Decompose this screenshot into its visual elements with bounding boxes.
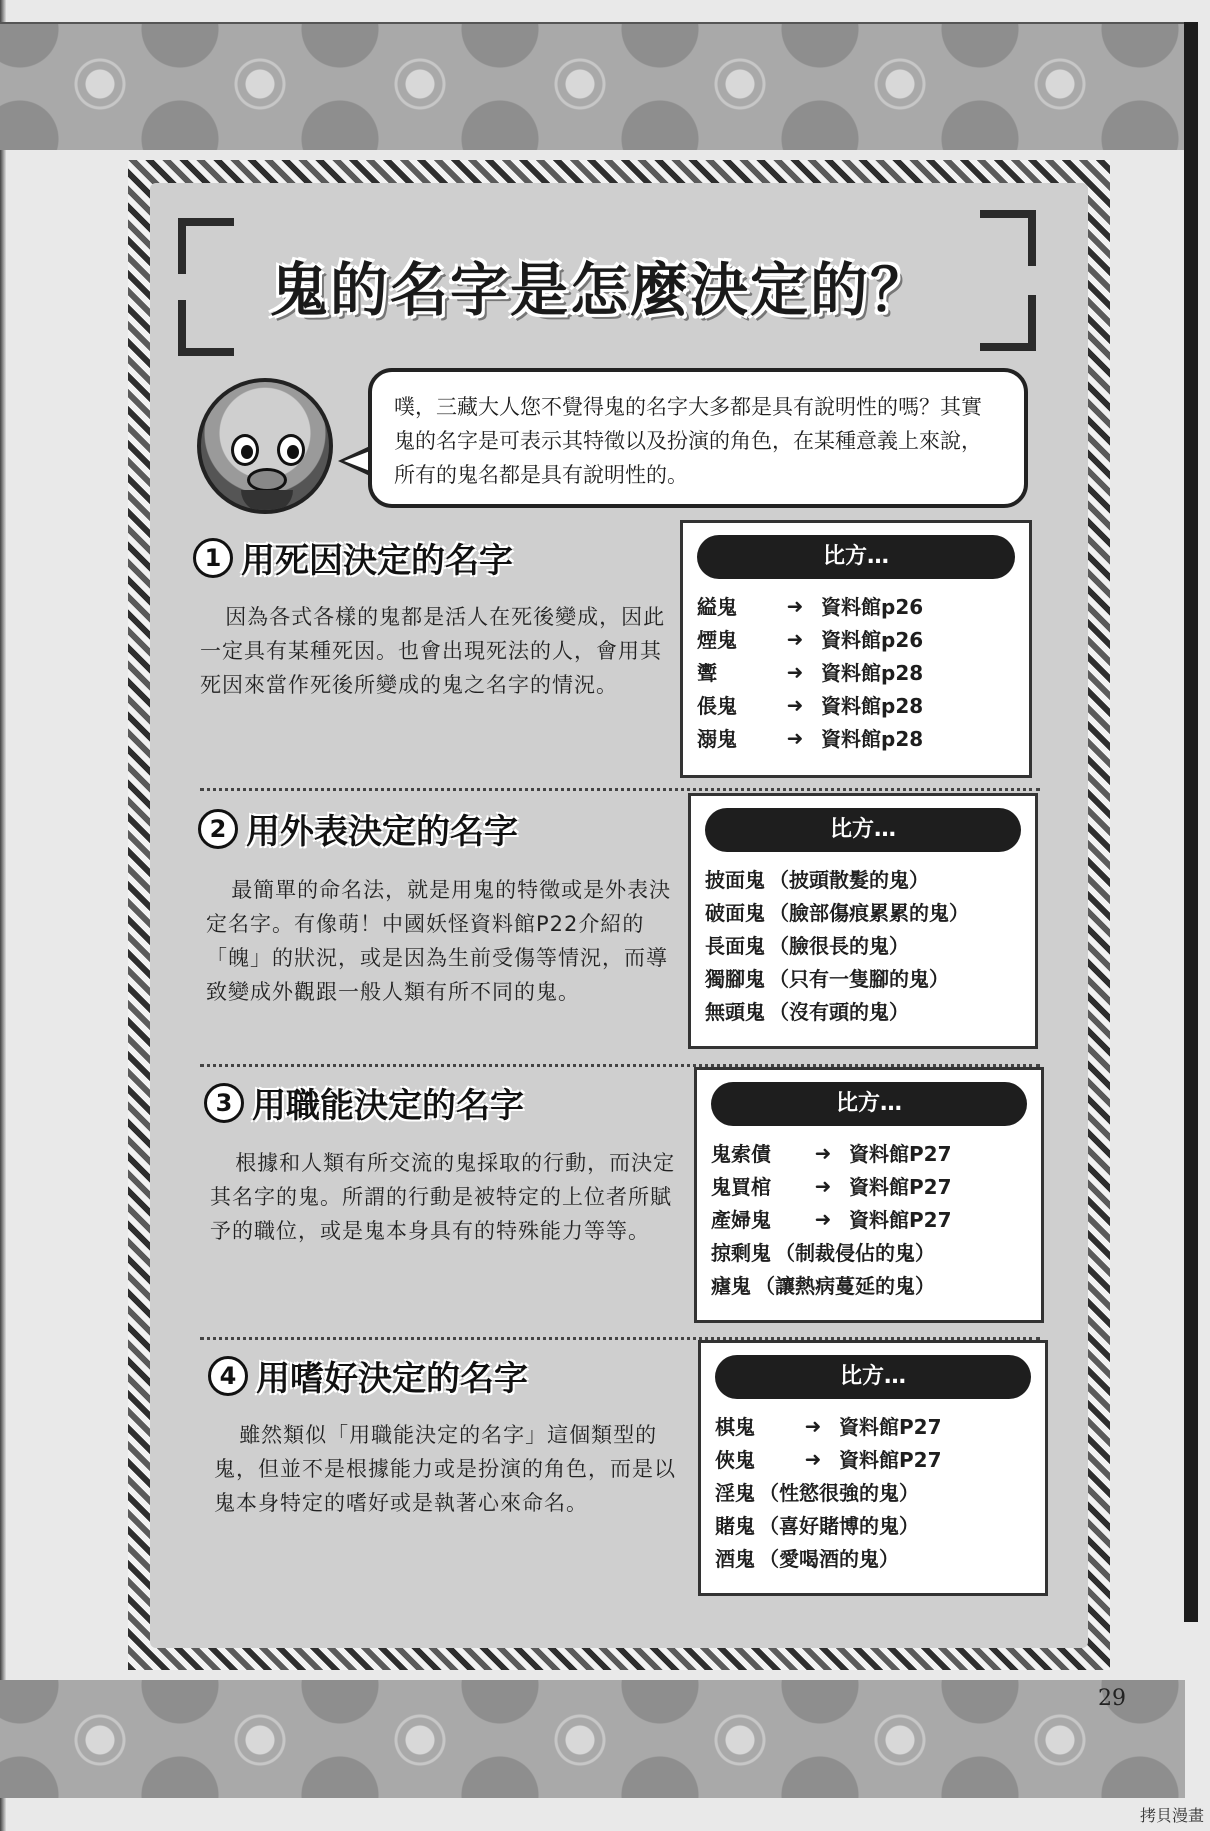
arrow-icon: ➜ <box>804 1446 822 1471</box>
example-row: 掠剩鬼 （制裁侵佔的鬼） <box>711 1241 935 1265</box>
pig-mascot-icon <box>197 378 333 514</box>
example-row: 破面鬼 （臉部傷痕累累的鬼） <box>705 901 969 925</box>
example-row: 鬼買棺 ➜ 資料館P27 <box>711 1173 952 1199</box>
example-box <box>688 793 1038 1049</box>
example-box <box>694 1067 1044 1323</box>
section-body: 根據和人類有所交流的鬼採取的行動，而決定其名字的鬼。所謂的行動是被特定的上位者所賦予的職位，或是鬼本身具有的特殊能力等等。 <box>210 1151 676 1243</box>
example-row: 溺鬼 ➜ 資料館p28 <box>697 725 924 751</box>
arrow-icon: ➜ <box>786 659 804 684</box>
section-divider <box>200 788 1040 791</box>
example-title: 比方… <box>705 808 1021 852</box>
example-box <box>698 1340 1048 1596</box>
arrow-icon: ➜ <box>814 1206 832 1231</box>
example-title: 比方… <box>697 535 1015 579</box>
example-row: 獨腳鬼 （只有一隻腳的鬼） <box>705 967 949 991</box>
example-row: 產婦鬼 ➜ 資料館P27 <box>711 1206 952 1232</box>
example-row: 長面鬼 （臉很長的鬼） <box>705 934 909 958</box>
example-row: 倀鬼 ➜ 資料館p28 <box>697 692 924 718</box>
bottom-ornament-band <box>0 1680 1185 1798</box>
speech-bubble-tail <box>338 445 372 477</box>
example-row: 鬼索債 ➜ 資料館P27 <box>711 1140 952 1166</box>
example-title: 比方… <box>711 1082 1027 1126</box>
example-row: 棋鬼 ➜ 資料館P27 <box>715 1413 942 1439</box>
section-heading <box>208 1351 528 1400</box>
page-edge <box>0 0 6 1831</box>
example-row: 聻 ➜ 資料館p28 <box>697 659 924 685</box>
section-body: 最簡單的命名法，就是用鬼的特徵或是外表決定名字。有像萌！中國妖怪資料館P22介紹的「魄」的狀況，或是因為生前受傷等情況，而導致變成外觀跟一般人類有所不同的鬼。 <box>206 878 672 1004</box>
section-title: 用死因決定的名字 <box>241 541 513 581</box>
page-number: 29 <box>1098 1686 1126 1711</box>
example-row: 瘧鬼 （讓熱病蔓延的鬼） <box>711 1274 935 1298</box>
section-heading <box>198 804 518 853</box>
section-heading <box>204 1078 524 1127</box>
section-title: 用嗜好決定的名字 <box>256 1359 528 1399</box>
example-row: 淫鬼 （性慾很強的鬼） <box>715 1481 919 1505</box>
arrow-icon: ➜ <box>804 1413 822 1438</box>
section-number: 4 <box>208 1356 248 1396</box>
section-body: 因為各式各樣的鬼都是活人在死後變成，因此一定具有某種死因。也會出現死法的人，會用其死因來當作死後所變成的鬼之名字的情況。 <box>200 605 666 697</box>
arrow-icon: ➜ <box>786 626 804 651</box>
example-row: 煙鬼 ➜ 資料館p26 <box>697 626 924 652</box>
section-body: 雖然類似「用職能決定的名字」這個類型的鬼，但並不是根據能力或是扮演的角色，而是以鬼本身特定的嗜好或是執著心來命名。 <box>214 1423 676 1515</box>
arrow-icon: ➜ <box>786 692 804 717</box>
watermark: 拷貝漫畫 <box>1140 1806 1205 1825</box>
example-row: 酒鬼 （愛喝酒的鬼） <box>715 1547 899 1571</box>
book-spine <box>1184 22 1198 1622</box>
speech-bubble: 噗，三藏大人您不覺得鬼的名字大多都是具有說明性的嗎？其實鬼的名字是可表示其特徵以及扮演的角色，在某種意義上來說，所有的鬼名都是具有說明性的。 <box>368 368 1028 508</box>
example-row: 披面鬼 （披頭散髮的鬼） <box>705 868 929 892</box>
section-title: 用職能決定的名字 <box>252 1086 524 1126</box>
section-heading <box>193 533 513 582</box>
example-row: 俠鬼 ➜ 資料館P27 <box>715 1446 942 1472</box>
section-number: 2 <box>198 809 238 849</box>
top-ornament-band <box>0 22 1185 150</box>
page-title: 鬼的名字是怎麼決定的？ <box>269 256 930 324</box>
arrow-icon: ➜ <box>814 1173 832 1198</box>
arrow-icon: ➜ <box>814 1140 832 1165</box>
example-row: 賭鬼 （喜好賭博的鬼） <box>715 1514 919 1538</box>
section-title: 用外表決定的名字 <box>246 812 518 852</box>
example-row: 縊鬼 ➜ 資料館p26 <box>697 593 924 619</box>
example-row: 無頭鬼 （沒有頭的鬼） <box>705 1000 909 1024</box>
arrow-icon: ➜ <box>786 593 804 618</box>
arrow-icon: ➜ <box>786 725 804 750</box>
example-box <box>680 520 1032 778</box>
section-number: 3 <box>204 1083 244 1123</box>
example-title: 比方… <box>715 1355 1031 1399</box>
section-number: 1 <box>193 538 233 578</box>
